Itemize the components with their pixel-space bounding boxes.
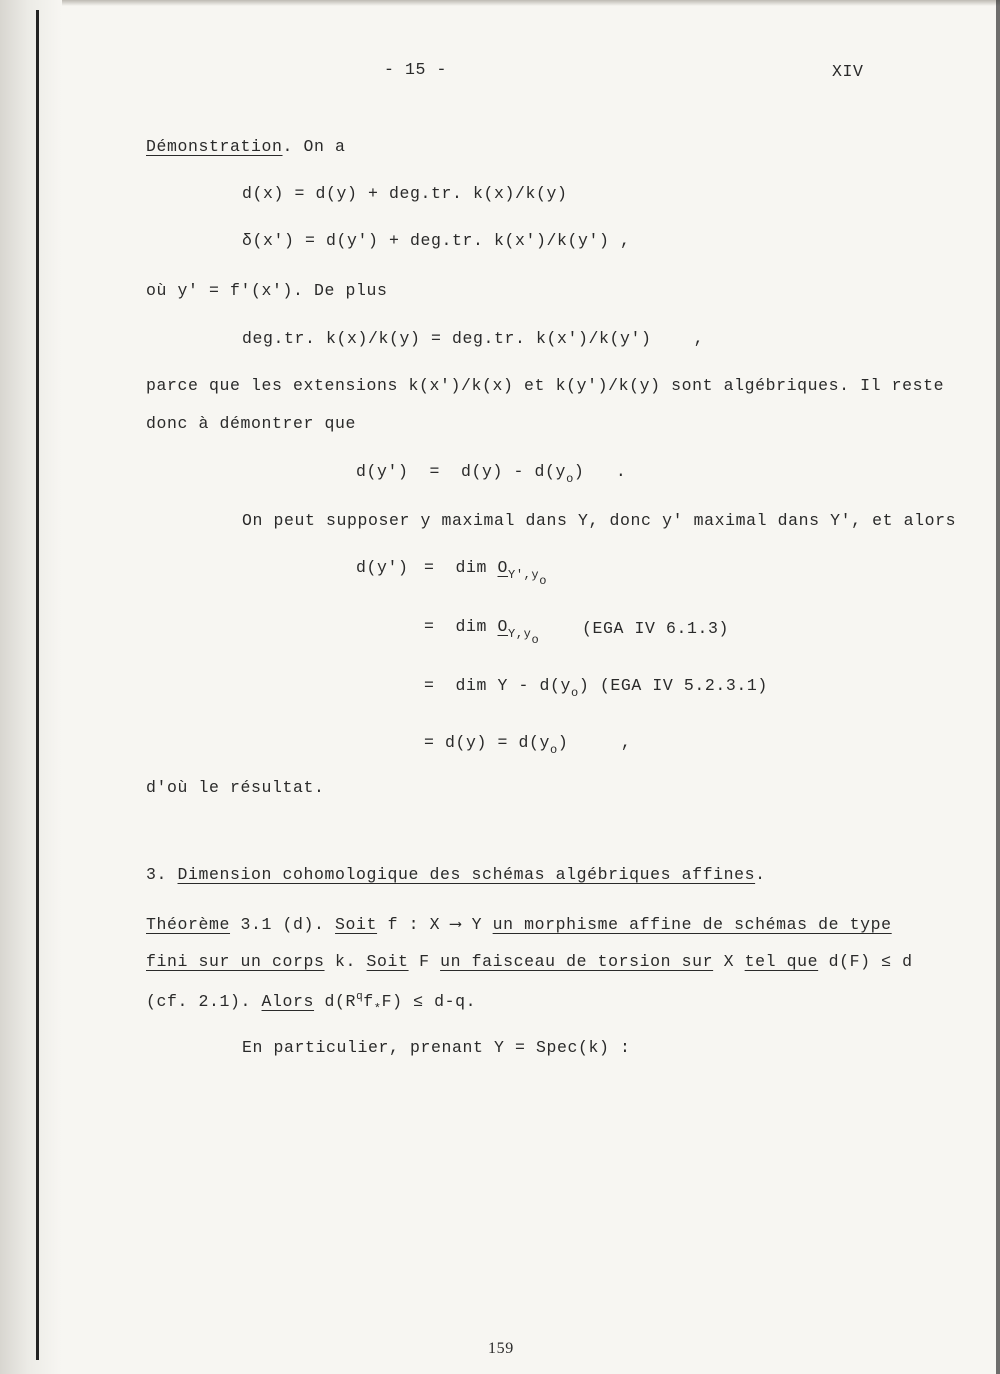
- theorem-text-2a: fini sur un corps: [146, 952, 325, 971]
- chain-row-4-subscript: o: [550, 743, 558, 757]
- theorem-text-2c: F: [408, 952, 441, 971]
- demonstration-intro: . On a: [282, 137, 346, 156]
- theorem-text-1: f : X ⟶ Y: [377, 915, 493, 934]
- demonstration-label: Démonstration: [146, 137, 283, 156]
- equation-3: deg.tr. k(x)/k(y) = deg.tr. k(x')/k(y') ,: [242, 329, 705, 348]
- where-line: où y' = f'(x'). De plus: [146, 281, 388, 300]
- chain-row-4-prefix: = d(y) = d(y: [424, 733, 551, 752]
- chain-row-3-prefix: = dim Y - d(y: [424, 676, 572, 695]
- chain-row-1-subscript-o: o: [539, 574, 548, 588]
- equation-1: d(x) = d(y) + deg.tr. k(x)/k(y): [242, 184, 568, 203]
- chain-row-1-subscript-text: Y',y: [508, 568, 540, 582]
- chain-row-2: [424, 617, 539, 647]
- chain-row-2-subscript: [508, 627, 540, 647]
- scan-left-margin-shadow: [0, 0, 62, 1374]
- chain-row-4-tail: ) ,: [557, 733, 632, 752]
- theorem-line-2: [146, 952, 913, 971]
- chain-row-1-prefix: = dim: [424, 558, 498, 577]
- because-line: parce que les extensions k(x')/k(x) et k(y')/k(y) sont algébriques. Il reste: [146, 376, 945, 395]
- theorem-line-3: [146, 991, 476, 1016]
- equation-4-lhs: d(y'): [356, 462, 409, 481]
- chain-row-3-subscript: o: [571, 686, 579, 700]
- theorem-subscript-star: *: [373, 1002, 382, 1016]
- theorem-soit-1: Soit: [335, 915, 378, 934]
- chain-row-3-reference: ) (EGA IV 5.2.3.1): [578, 676, 768, 695]
- sheaf-symbol-O: O: [497, 617, 509, 636]
- page-marker: - 15 -: [384, 60, 448, 79]
- equation-4: [356, 462, 626, 486]
- scan-right-edge: [996, 0, 1000, 1374]
- chain-row-4: [424, 733, 631, 757]
- theorem-text-3a: (cf. 2.1).: [146, 992, 262, 1011]
- equation-4-tail: ) .: [573, 462, 627, 481]
- remains-line: donc à démontrer que: [146, 414, 357, 433]
- theorem-text-2b: k.: [324, 952, 367, 971]
- section-number: 3.: [146, 865, 178, 884]
- chain-row-2-subscript-o: o: [531, 633, 540, 647]
- section-heading: [146, 865, 766, 884]
- theorem-text-3c: f: [363, 992, 374, 1011]
- result-line: d'où le résultat.: [146, 778, 325, 797]
- scan-top-edge: [0, 0, 1000, 6]
- theorem-soit-2: Soit: [366, 952, 409, 971]
- chain-row-1-subscript: [508, 568, 548, 588]
- theorem-text-3d: F) ≤ d-q.: [381, 992, 477, 1011]
- equation-4-rhs: = d(y) - d(y: [429, 462, 567, 481]
- theorem-text-2f: tel que: [744, 952, 819, 971]
- theorem-text-2e: X: [713, 952, 745, 971]
- chain-row-1: [424, 558, 547, 588]
- chain-row-2-subscript-text: Y,y: [508, 627, 532, 641]
- chain-row-2-reference: (EGA IV 6.1.3): [582, 619, 730, 638]
- section-title-end: .: [755, 865, 766, 884]
- equation-2: δ(x') = d(y') + deg.tr. k(x')/k(y') ,: [242, 231, 631, 250]
- particular-line: En particulier, prenant Y = Spec(k) :: [242, 1038, 631, 1057]
- chain-lhs: d(y'): [356, 558, 409, 577]
- binding-spine: [36, 10, 39, 1360]
- theorem-superscript-q: q: [356, 991, 364, 1003]
- chain-row-3: [424, 676, 768, 700]
- theorem-label: Théorème: [146, 915, 231, 934]
- suppose-line: On peut supposer y maximal dans Y, donc y' maximal dans Y', et alors: [242, 511, 957, 530]
- theorem-alors: Alors: [261, 992, 315, 1011]
- theorem-text-1b: un morphisme affine de schémas de type: [492, 915, 892, 934]
- section-title: Dimension cohomologique des schémas algébriques affines: [177, 865, 756, 884]
- page-number: 159: [488, 1340, 514, 1357]
- theorem-text-3b: d(R: [314, 992, 357, 1011]
- theorem-text-2g: d(F) ≤ d: [818, 952, 913, 971]
- chain-row-2-prefix: = dim: [424, 617, 498, 636]
- theorem-number: 3.1 (d).: [230, 915, 336, 934]
- theorem-line-1: [146, 914, 892, 934]
- demonstration-line: [146, 137, 346, 156]
- equation-4-subscript: o: [566, 472, 574, 486]
- theorem-text-2d: un faisceau de torsion sur: [440, 952, 714, 971]
- sheaf-symbol-O: O: [497, 558, 509, 577]
- chapter-number: XIV: [832, 62, 864, 81]
